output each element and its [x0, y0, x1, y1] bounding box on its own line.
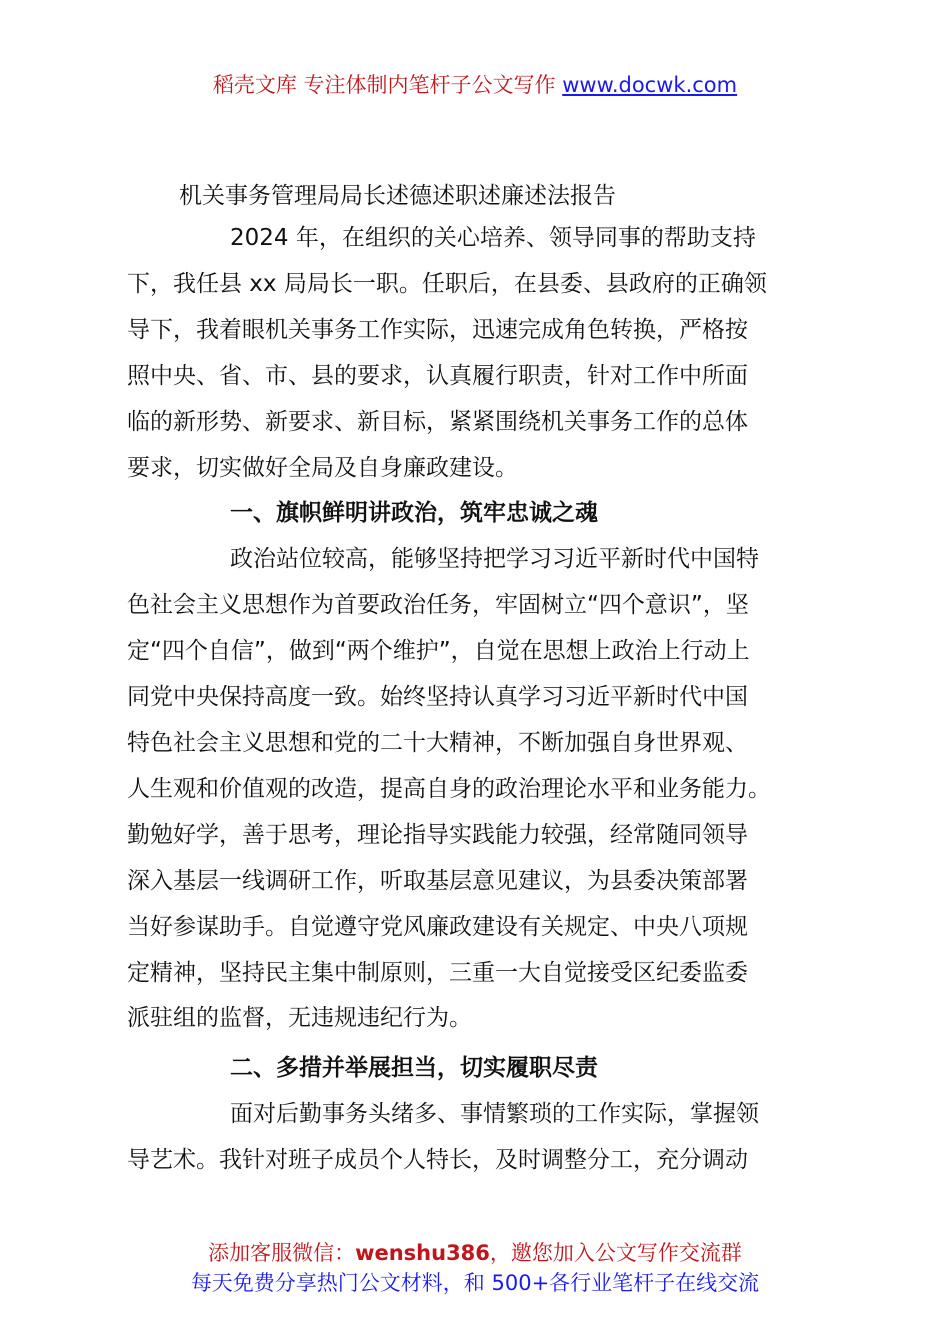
wechat-id: wenshu386: [355, 1241, 490, 1265]
intro-paragraph: [127, 216, 832, 491]
text-line: 导艺术。我针对班子成员个人特长，及时调整分工，充分调动: [127, 1147, 748, 1174]
text-line: 2024 年，在组织的关心培养、领导同事的帮助支持: [230, 225, 756, 251]
footer-prefix: 添加客服微信：: [208, 1241, 356, 1265]
text-line: 当好参谋助手。自觉遵守党风廉政建设有关规定、中央八项规: [127, 913, 748, 940]
section-1-paragraph: [127, 537, 832, 1042]
text-line: 政治站位较高，能够坚持把学习习近平新时代中国特: [230, 546, 759, 573]
text-line: 深入基层一线调研工作，听取基层意见建议，为县委决策部署: [127, 867, 748, 894]
text-line: 人生观和价值观的改造，提高自身的政治理论水平和业务能力。: [127, 775, 771, 802]
text-line: 勤勉好学，善于思考，理论指导实践能力较强，经常随同领导: [127, 821, 748, 848]
section-heading-1: 一、旗帜鲜明讲政治，筑牢忠诚之魂: [230, 500, 598, 527]
section-2-paragraph: [127, 1092, 832, 1184]
section-heading-2: 二、多措并举展担当，切实履职尽责: [230, 1055, 598, 1082]
page-footer: [0, 1238, 950, 1298]
text-line: 同党中央保持高度一致。始终坚持认真学习习近平新时代中国: [127, 684, 748, 711]
footer-share-line: 每天免费分享热门公文材料，和 500+各行业笔杆子在线交流: [190, 1271, 760, 1295]
header-site-link[interactable]: www.docwk.com: [562, 73, 738, 97]
footer-contact-line: [0, 1238, 950, 1268]
text-line: 面对后勤事务头绪多、事情繁琐的工作实际，掌握领: [230, 1101, 759, 1128]
text-line: 特色社会主义思想和党的二十大精神，不断加强自身世界观、: [127, 729, 748, 756]
document-body: [127, 176, 832, 1184]
text-line: 要求，切实做好全局及自身廉政建设。: [127, 454, 518, 481]
text-line: 定“四个自信”，做到“两个维护”，自觉在思想上政治上行动上: [127, 638, 750, 665]
text-line: 照中央、省、市、县的要求，认真履行职责，针对工作中所面: [127, 362, 748, 389]
page-header: [0, 70, 950, 100]
header-brand: 稻壳文库 专注体制内笔杆子公文写作: [212, 73, 563, 97]
text-line: 导下，我着眼机关事务工作实际，迅速完成角色转换，严格按: [127, 316, 748, 343]
document-title: 机关事务管理局局长述德述职述廉述法报告: [179, 183, 616, 209]
text-line: 临的新形势、新要求、新目标，紧紧围绕机关事务工作的总体: [127, 408, 748, 435]
text-line: 派驻组的监督，无违规违纪行为。: [127, 1005, 472, 1032]
text-line: 色社会主义思想作为首要政治任务，牢固树立“四个意识”，坚: [127, 592, 749, 619]
footer-suffix: ，邀您加入公文写作交流群: [489, 1241, 742, 1265]
text-line: 下，我任县 xx 局局长一职。任职后，在县委、县政府的正确领: [127, 270, 767, 297]
text-line: 定精神，坚持民主集中制原则，三重一大自觉接受区纪委监委: [127, 959, 748, 986]
